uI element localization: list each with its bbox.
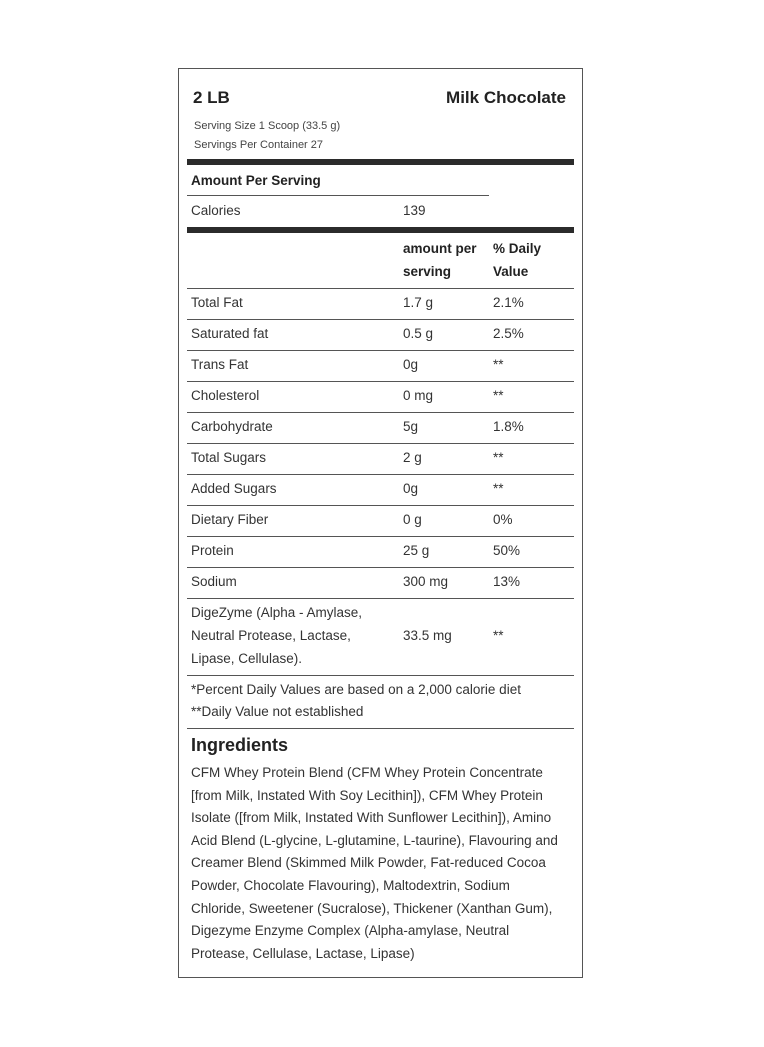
nutrient-amount: 300 mg [403, 574, 449, 589]
calories-value: 139 [403, 203, 426, 218]
serving-size: Serving Size 1 Scoop (33.5 g) [194, 120, 341, 132]
package-size: 2 LB [193, 88, 230, 107]
thick-divider-calories [187, 227, 574, 233]
table-row-divider [187, 288, 574, 289]
nutrient-name: Saturated fat [191, 326, 269, 341]
nutrient-name: Dietary Fiber [191, 512, 269, 527]
amount-per-serving-heading: Amount Per Serving [191, 173, 321, 188]
column-header-dv-line2: Value [493, 264, 529, 279]
nutrient-daily-value: ** [493, 357, 504, 372]
digezyme-name-line2: Neutral Protease, Lactase, [191, 628, 351, 643]
footnote-not-established: **Daily Value not established [191, 704, 364, 719]
divider [187, 675, 574, 676]
table-row-divider [187, 350, 574, 351]
table-row-divider [187, 412, 574, 413]
nutrient-name: Carbohydrate [191, 419, 273, 434]
nutrient-amount: 5g [403, 419, 419, 434]
column-header-dv-line1: % Daily [493, 241, 542, 256]
ingredients-title: Ingredients [191, 735, 289, 755]
table-row-divider [187, 381, 574, 382]
digezyme-name-line3: Lipase, Cellulase). [191, 651, 303, 666]
nutrient-daily-value: 50% [493, 543, 521, 558]
table-row-divider [187, 598, 574, 599]
ingredients-text: CFM Whey Protein Blend (CFM Whey Protein Concentrate [from Milk, Instated With Soy Lecithin]), CFM Whey Protein Isolate ([from Milk, Instated With Sunflower Lecithin]), Amino Acid Blend (L-glycine, L-glutamine, L-taurine), Flavouring and Creamer Blend (Skimmed Milk Powder, Fat-reduced Cocoa Powder, Chocolate Flavouring), Maltodextrin, Sodium Chloride, Sweetener (Sucralose), Thickener (Xanthan Gum), Digezyme Enzyme Complex (Alpha-amylase, Neutral Protease, Cellulase, Lactase, Lipase) [191, 765, 558, 961]
nutrient-amount: 1.7 g [403, 295, 434, 310]
digezyme-amount: 33.5 mg [403, 628, 452, 643]
table-row-divider [187, 319, 574, 320]
divider [187, 728, 574, 729]
nutrient-daily-value: 2.5% [493, 326, 524, 341]
nutrient-name: Added Sugars [191, 481, 277, 496]
nutrient-amount: 0 g [403, 512, 422, 527]
nutrient-amount: 0g [403, 357, 419, 372]
thick-divider-top [187, 159, 574, 165]
divider [187, 195, 489, 196]
nutrient-daily-value: ** [493, 450, 504, 465]
flavour-name: Milk Chocolate [446, 88, 566, 107]
nutrient-daily-value: ** [493, 481, 504, 496]
nutrient-name: Cholesterol [191, 388, 260, 403]
nutrient-name: Sodium [191, 574, 237, 589]
digezyme-name-line1: DigeZyme (Alpha - Amylase, [191, 605, 363, 620]
nutrient-amount: 25 g [403, 543, 430, 558]
column-header-amount-line1: amount per [403, 241, 477, 256]
nutrient-name: Total Sugars [191, 450, 267, 465]
nutrient-name: Protein [191, 543, 234, 558]
table-row-divider [187, 505, 574, 506]
column-header-amount-line2: serving [403, 264, 452, 279]
table-row-divider [187, 443, 574, 444]
calories-label: Calories [191, 203, 241, 218]
nutrient-name: Total Fat [191, 295, 243, 310]
nutrient-amount: 2 g [403, 450, 422, 465]
nutrient-amount: 0.5 g [403, 326, 434, 341]
nutrient-daily-value: ** [493, 388, 504, 403]
table-row-divider [187, 536, 574, 537]
footnote-percent-dv: *Percent Daily Values are based on a 2,000 calorie diet [191, 682, 521, 697]
servings-per-container: Servings Per Container 27 [194, 139, 324, 151]
nutrient-daily-value: 0% [493, 512, 513, 527]
nutrient-daily-value: 1.8% [493, 419, 524, 434]
nutrient-daily-value: 13% [493, 574, 521, 589]
nutrient-amount: 0g [403, 481, 419, 496]
table-row-divider [187, 567, 574, 568]
nutrient-amount: 0 mg [403, 388, 434, 403]
table-row-divider [187, 474, 574, 475]
nutrient-name: Trans Fat [191, 357, 249, 372]
digezyme-dv: ** [493, 628, 504, 643]
nutrient-daily-value: 2.1% [493, 295, 524, 310]
